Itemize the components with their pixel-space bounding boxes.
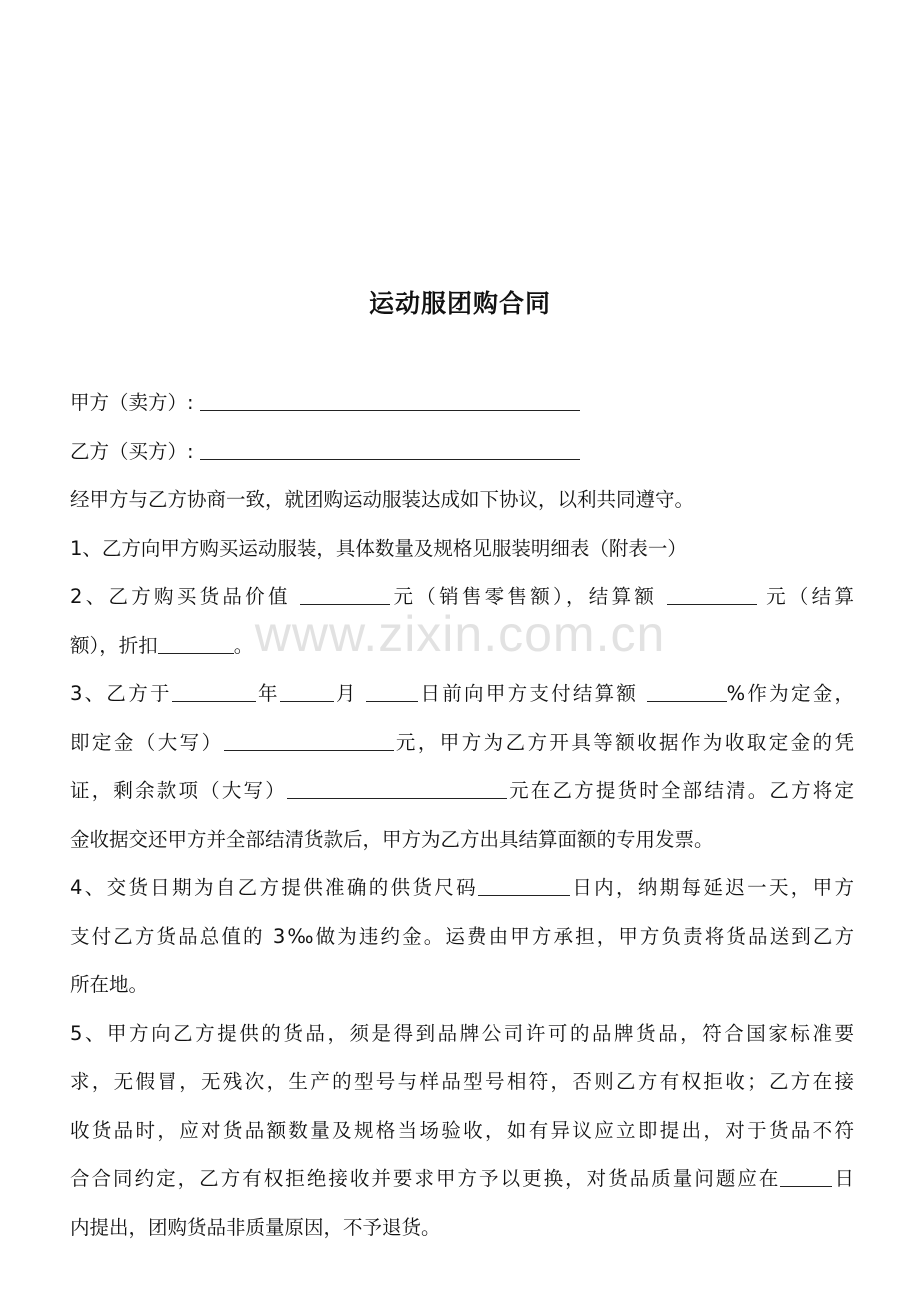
settlement-amount-blank[interactable] (667, 582, 757, 605)
goods-value-blank[interactable] (300, 582, 390, 605)
year-blank[interactable] (172, 679, 256, 702)
clause-3-line-2 (70, 719, 854, 768)
clause-3-text-h: 证，剩余款项（大写） (70, 779, 287, 802)
party-b-label: 乙方（买方）: (70, 439, 194, 463)
remaining-amount-blank[interactable] (287, 776, 507, 799)
month-blank[interactable] (280, 679, 334, 702)
clause-3-text-c: 月 (333, 682, 358, 705)
discount-blank[interactable] (158, 631, 234, 654)
intro-line: 经甲方与乙方协商一致，就团购运动服装达成如下协议，以利共同遵守。 (70, 488, 695, 511)
clause-4-text-b: 日内，纳期每延迟一天，甲方 (569, 876, 854, 899)
clause-3-line-1 (70, 670, 854, 719)
clause-3-text-b: 年 (255, 682, 280, 705)
clause-2-text-e: 。 (233, 633, 254, 657)
watermark: www.zixin.com.cn (254, 606, 666, 662)
party-a-line (70, 379, 854, 428)
clause-4-line-3: 所在地。 (70, 973, 149, 996)
clause-3-text-g: 元，甲方为乙方开具等额收据作为收取定金的凭 (393, 730, 854, 754)
document-title: 运动服团购合同 (368, 289, 551, 318)
clause-5-text-4b: 日 (832, 1167, 854, 1190)
clause-5-line-2: 求，无假冒，无残次，生产的型号与样品型号相符，否则乙方有权拒收；乙方在接 (70, 1070, 854, 1093)
clause-3-text-i: 元在乙方提货时全部结清。乙方将定 (506, 779, 854, 802)
deposit-percent-blank[interactable] (647, 679, 727, 702)
clause-4-line-1 (70, 864, 854, 913)
delivery-days-blank[interactable] (478, 873, 570, 896)
quality-days-blank[interactable] (780, 1164, 832, 1187)
clause-3-line-4: 金收据交还甲方并全部结清货款后，甲方为乙方出具结算面额的专用发票。 (70, 827, 714, 851)
party-a-label: 甲方（卖方）: (70, 391, 194, 414)
clause-3-text-e: %作为定金， (726, 682, 854, 705)
deposit-amount-blank[interactable] (224, 728, 394, 751)
clause-3-line-3 (70, 767, 854, 816)
clause-2-line-2 (70, 622, 854, 671)
clause-3-text-f: 即定金（大写） (70, 730, 224, 754)
party-b-line (70, 428, 854, 477)
clause-5-line-3: 收货品时，应对货品额数量及规格当场验收，如有异议应立即提出，对于货品不符 (70, 1118, 854, 1142)
clause-5-line-1: 5、甲方向乙方提供的货品，须是得到品牌公司许可的品牌货品，符合国家标准要 (70, 1021, 854, 1045)
day-blank[interactable] (366, 679, 418, 702)
party-b-blank[interactable] (200, 437, 580, 460)
clause-3-text-d: 日前向甲方支付结算额 (418, 682, 639, 705)
clause-5-text-4a: 合合同约定，乙方有权拒绝接收并要求甲方予以更换，对货品质量问题应在 (70, 1167, 781, 1190)
clause-2-text-d: 额），折扣 (70, 633, 158, 657)
party-a-blank[interactable] (200, 388, 580, 411)
clause-3-text-a: 3、乙方于 (70, 682, 172, 705)
clause-2-text-b: 元（销售零售额），结算额 (390, 585, 658, 608)
clause-2-text-a: 2、乙方购买货品价值 (70, 585, 291, 608)
contract-body (70, 379, 854, 1252)
clause-2-line-1 (70, 573, 854, 622)
clause-5-line-4 (70, 1155, 854, 1204)
clause-1: 1、乙方向甲方购买运动服装，具体数量及规格见服装明细表（附表一） (70, 536, 687, 560)
clause-4-text-a: 4、交货日期为自乙方提供准确的供货尺码 (70, 876, 478, 899)
clause-5-line-5: 内提出，团购货品非质量原因，不予退货。 (70, 1215, 441, 1239)
clause-4-line-2: 支付乙方货品总值的 3‰做为违约金。运费由甲方承担，甲方负责将货品送到乙方 (70, 924, 854, 948)
clause-2-text-c: 元（结算 (766, 585, 854, 608)
